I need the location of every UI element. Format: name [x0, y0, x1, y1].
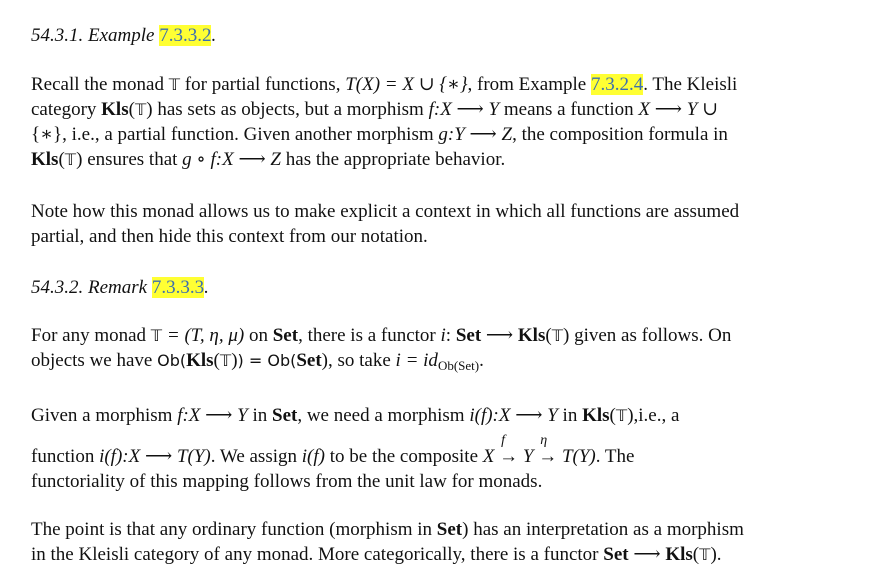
p1-line-2: category Kls(𝕋) has sets as objects, but a morphism f:X ⟶ Y means a function X ⟶ Y ∪	[31, 99, 719, 120]
p5-line-2: in the Kleisli category of any monad. More categorically, there is a functor Set ⟶ Kls(𝕋).	[31, 544, 722, 565]
p3-line-2: objects we have Ob(Kls(𝕋)) = Ob(Set), so take $i = id_{Ob(Set)}$.	[31, 350, 484, 373]
paragraph-context-note	[31, 199, 739, 249]
p1-line-3: {∗}, i.e., a partial function. Given another morphism g:Y ⟶ Z, the composition formula in	[31, 124, 728, 145]
example-ref-link[interactable]: 7.3.3.2	[159, 25, 212, 46]
composite-arrow-eta: η →	[538, 433, 558, 467]
p1-line-4: Kls(𝕋) ensures that g ∘ f:X ⟶ Z has the appropriate behavior.	[31, 149, 506, 170]
paragraph-partial-functions	[31, 72, 737, 172]
p1-line-1: Recall the monad 𝕋 for partial functions, T(X) = X ∪ {∗}, from Example 7.3.2.4. The Kleisli	[31, 74, 738, 95]
section-word: Example	[88, 25, 155, 46]
composite-arrow-f: f →	[499, 433, 519, 467]
p2-line-2: partial, and then hide this context from our notation.	[31, 226, 428, 247]
paragraph-kleisli-summary	[31, 517, 744, 567]
p4-line-2: function i(f):X ⟶ T(Y). We assign i(f) to be the composite X f → Y η → T(Y). The	[31, 433, 635, 467]
section-number: 54.3.2.	[31, 277, 84, 298]
p3-line-1: For any monad 𝕋 = (T, η, μ) on Set, there is a functor i: Set ⟶ Kls(𝕋) given as follows. On	[31, 325, 732, 346]
paragraph-functor-i	[31, 323, 731, 378]
section-word: Remark	[88, 277, 148, 298]
section-number: 54.3.1.	[31, 25, 84, 46]
p5-line-1: The point is that any ordinary function (morphism in Set) has an interpretation as a morphism	[31, 519, 744, 540]
p4-line-1: Given a morphism f:X ⟶ Y in Set, we need a morphism i(f):X ⟶ Y in Kls(𝕋),i.e., a	[31, 405, 680, 426]
p2-line-1: Note how this monad allows us to make explicit a context in which all functions are assumed	[31, 201, 740, 222]
section-heading-54-3-2: 54.3.2. Remark 7.3.3.3.	[31, 277, 209, 298]
example-ref-link-7-3-2-4[interactable]: 7.3.2.4	[590, 74, 644, 95]
paragraph-morphism-mapping	[31, 403, 679, 494]
remark-ref-link[interactable]: 7.3.3.3	[151, 277, 205, 298]
section-heading-54-3-1: 54.3.1. Example 7.3.3.2.	[31, 25, 217, 46]
p4-line-3: functoriality of this mapping follows from the unit law for monads.	[31, 471, 543, 492]
